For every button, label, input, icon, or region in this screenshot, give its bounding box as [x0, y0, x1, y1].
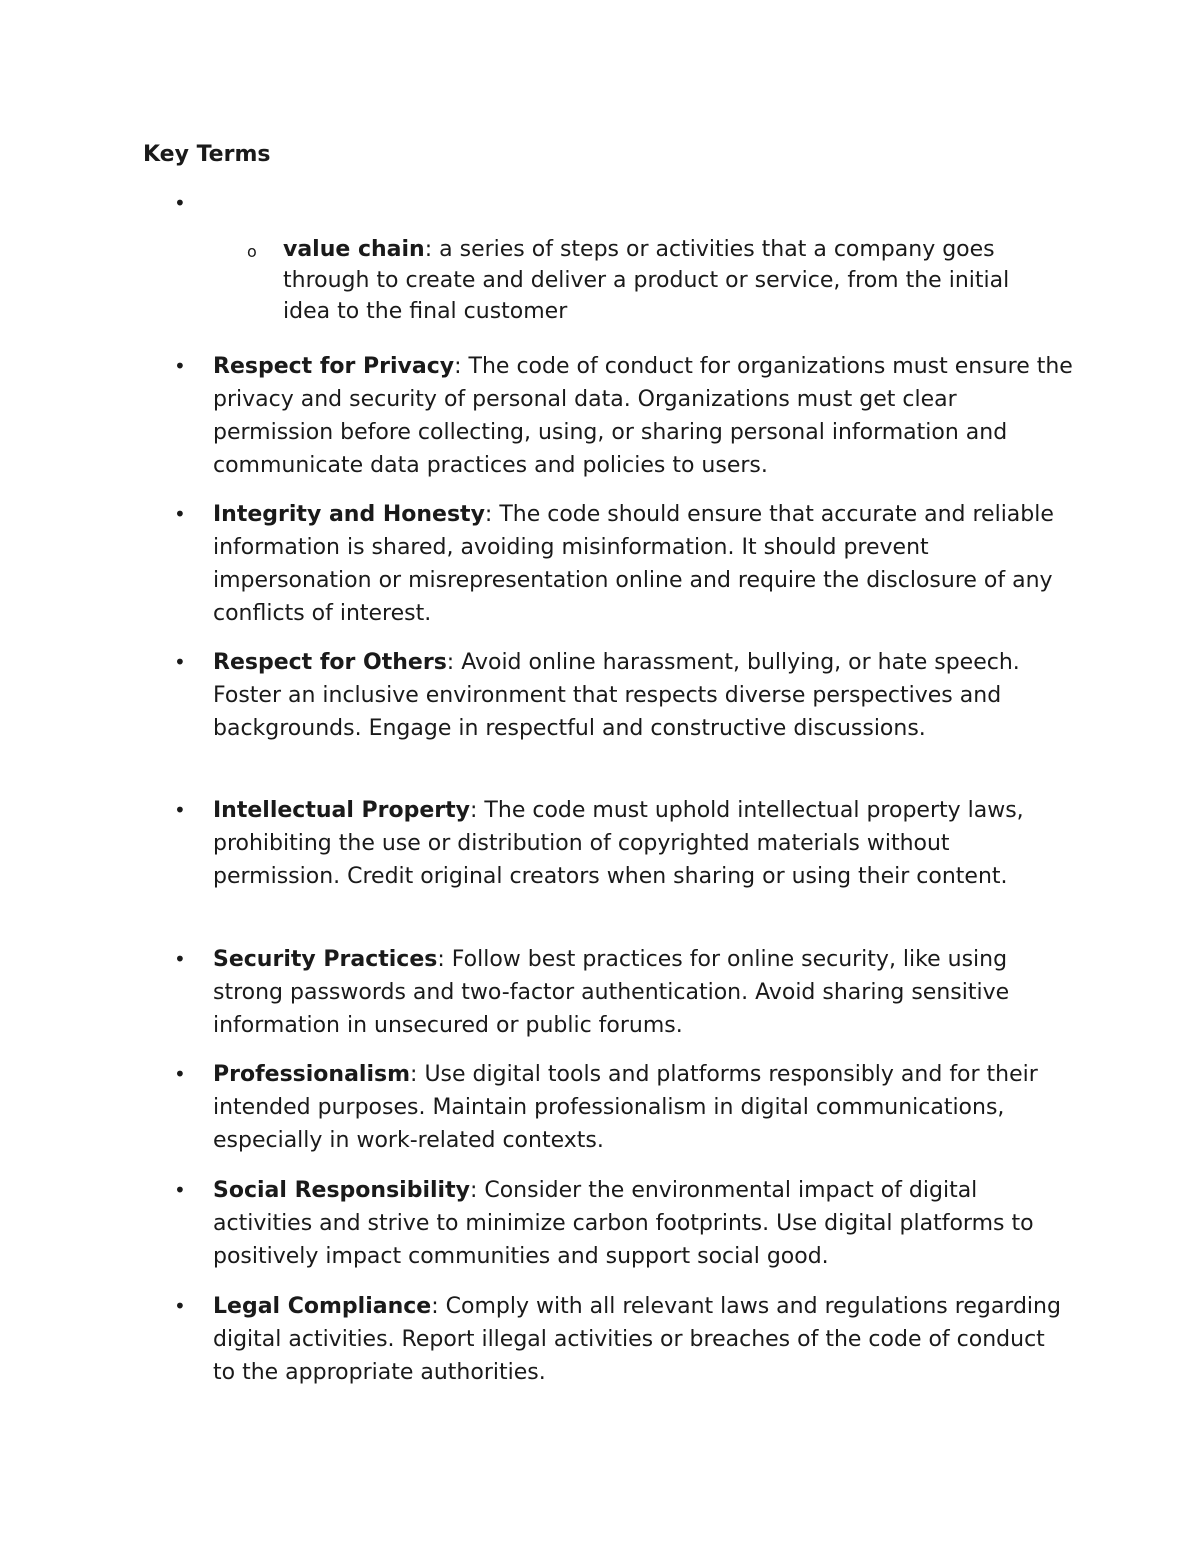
sub-bullet: o: [247, 242, 257, 261]
term-definition: : The code must uphold intellectual property laws, prohibiting the use or distribution of copyrighted materials without permission. Credit original creators when sharing or using their content.: [213, 798, 1024, 889]
term-definition: : Follow best practices for online security, like using strong passwords and two-factor authentication. Avoid sharing sensitive information in unsecured or public forums.: [213, 947, 1010, 1038]
list-item-respect-for-others: [174, 646, 1073, 745]
term-label: Intellectual Property: [213, 798, 471, 823]
list-item-respect-for-privacy: [174, 350, 1073, 482]
term-label: Integrity and Honesty: [213, 502, 485, 527]
list-item-intellectual-property: [174, 794, 1073, 893]
term-label: Professionalism: [213, 1062, 411, 1087]
term-definition: : The code should ensure that accurate and reliable information is shared, avoiding misinformation. It should prevent impersonation or misrepresentation online and require the disclosure of any conflicts of interest.: [213, 502, 1054, 626]
bullet: •: [174, 354, 186, 378]
sub-list-item-value-chain: [247, 234, 1063, 327]
bullet: •: [174, 947, 186, 971]
term-definition: : Comply with all relevant laws and regulations regarding digital activities. Report illegal activities or breaches of the code of conduct to the appropriate authorities.: [213, 1294, 1061, 1385]
list-item-integrity-and-honesty: [174, 498, 1073, 630]
bullet: •: [174, 1062, 186, 1086]
term-label: Security Practices: [213, 947, 438, 972]
term-label: Legal Compliance: [213, 1294, 432, 1319]
list-item-professionalism: [174, 1058, 1073, 1157]
empty-bullet: •: [174, 191, 186, 215]
term-label: value chain: [283, 237, 425, 262]
list-item-social-responsibility: [174, 1174, 1073, 1273]
term-definition: : Consider the environmental impact of digital activities and strive to minimize carbon footprints. Use digital platforms to positively impact communities and support social good.: [213, 1178, 1034, 1269]
term-label: Respect for Others: [213, 650, 447, 675]
term-definition: : a series of steps or activities that a company goes through to create and deliver a product or service, from the initial idea to the final customer: [283, 237, 1010, 324]
bullet: •: [174, 502, 186, 526]
list-item-security-practices: [174, 943, 1073, 1042]
term-definition: : Use digital tools and platforms responsibly and for their intended purposes. Maintain professionalism in digital communications, especially in work-related contexts.: [213, 1062, 1038, 1153]
page-title: Key Terms: [143, 142, 271, 167]
term-definition: : The code of conduct for organizations must ensure the privacy and security of personal data. Organizations must get clear permission before collecting, using, or sharing personal information and communicate data practices and policies to users.: [213, 354, 1073, 478]
bullet: •: [174, 1294, 186, 1318]
term-label: Social Responsibility: [213, 1178, 470, 1203]
bullet: •: [174, 650, 186, 674]
list-item-legal-compliance: [174, 1290, 1073, 1389]
term-label: Respect for Privacy: [213, 354, 455, 379]
bullet: •: [174, 1178, 186, 1202]
term-definition: : Avoid online harassment, bullying, or hate speech. Foster an inclusive environment that respects diverse perspectives and backgrounds. Engage in respectful and constructive discussions.: [213, 650, 1020, 741]
bullet: •: [174, 798, 186, 822]
